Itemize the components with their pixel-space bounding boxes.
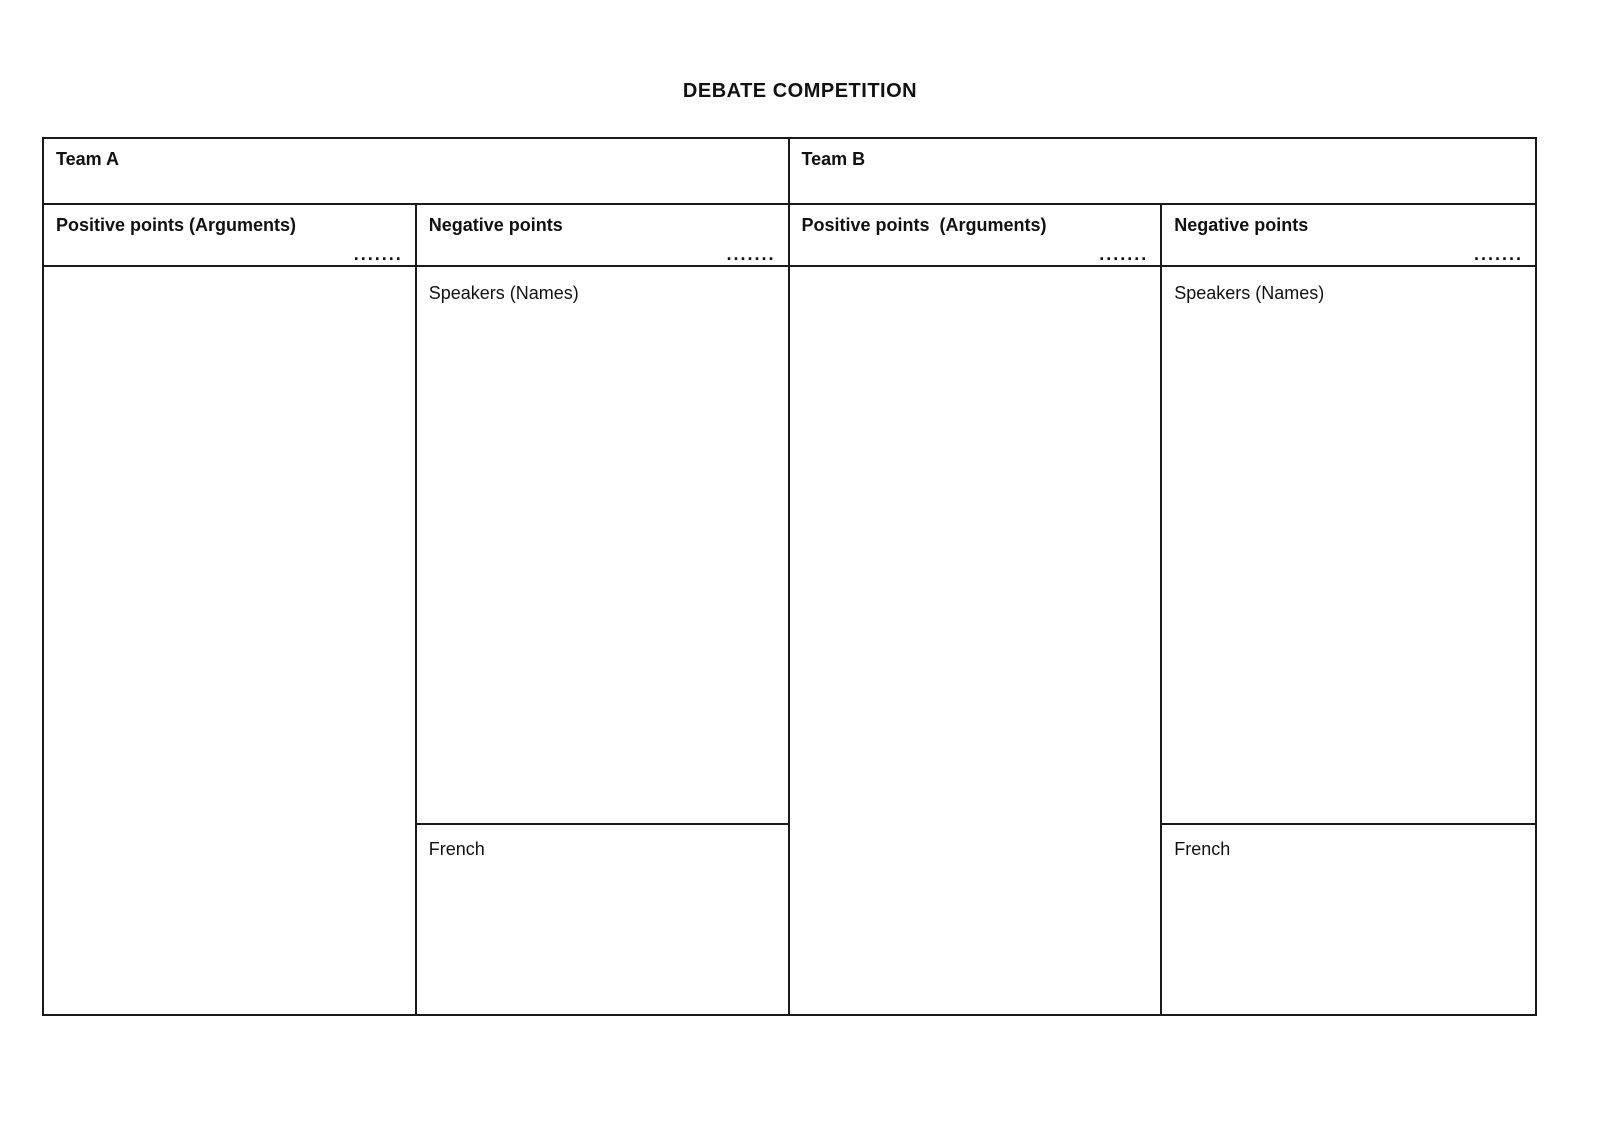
team-b-negative-body-cell: [1162, 267, 1535, 1014]
team-a-positive-header-dots: .......: [353, 244, 403, 264]
team-a-language-section: [417, 825, 788, 1014]
team-a-negative-header-dots: .......: [726, 244, 776, 264]
team-b-negative-header-cell: [1162, 205, 1535, 267]
team-a-header-cell: Team A: [44, 139, 790, 205]
team-b-language-label: French: [1174, 839, 1231, 859]
team-a-negative-header-cell: [417, 205, 790, 267]
team-b-negative-header-label: Negative points: [1174, 215, 1309, 235]
team-b-header-cell: Team B: [790, 139, 1536, 205]
team-b-positive-header-dots: .......: [1099, 244, 1149, 264]
team-a-negative-header-label: Negative points: [428, 215, 563, 235]
team-a-positive-header-label: Positive points (Arguments): [56, 215, 297, 235]
team-b-speakers-label: Speakers (Names): [1174, 283, 1325, 303]
team-b-speakers-section: [1162, 267, 1535, 825]
team-b-positive-header-label: Positive points (Arguments): [801, 215, 1047, 235]
team-a-positive-header-cell: [44, 205, 417, 267]
page-title: DEBATE COMPETITION: [682, 80, 918, 102]
team-a-speakers-label: Speakers (Names): [428, 283, 579, 303]
team-b-language-section: [1162, 825, 1535, 1014]
team-a-positive-body-cell: [44, 267, 417, 1014]
team-b-negative-header-dots: .......: [1473, 244, 1523, 264]
debate-table: [42, 137, 1537, 1016]
team-a-speakers-section: [417, 267, 788, 825]
team-b-positive-header-cell: [790, 205, 1163, 267]
team-b-positive-body-cell: [790, 267, 1163, 1014]
team-a-language-label: French: [428, 839, 485, 859]
team-a-negative-body-cell: [417, 267, 790, 1014]
